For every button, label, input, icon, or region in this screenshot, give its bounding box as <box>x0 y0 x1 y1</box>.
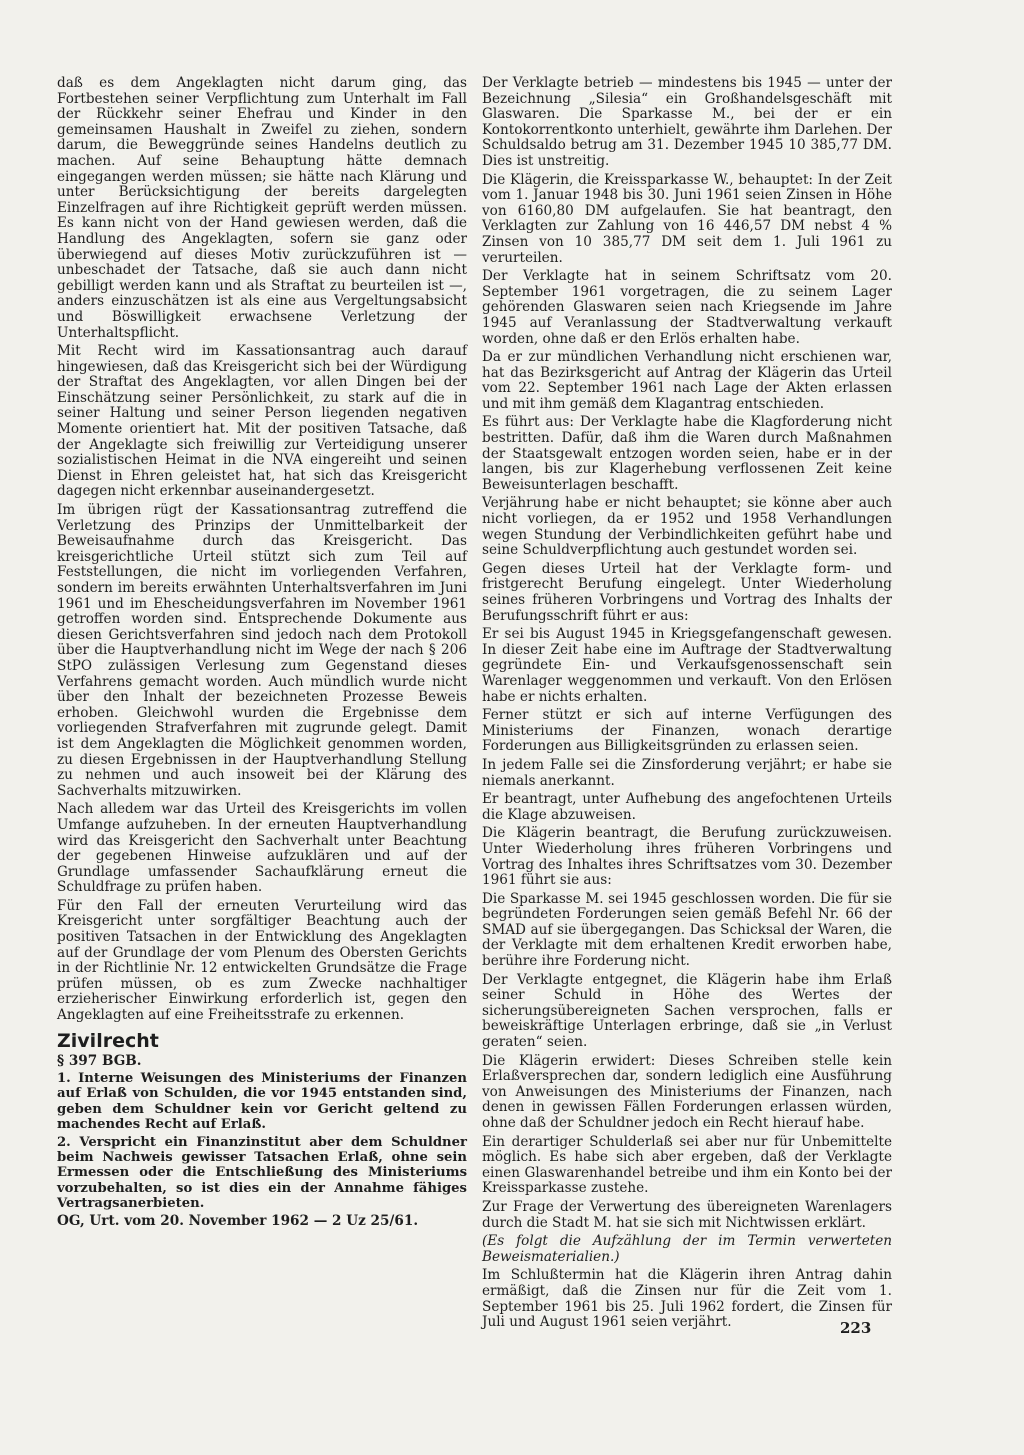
body-paragraph: Gegen dieses Urteil hat der Verklagte form- und fristgerecht Berufung eingelegt. Unter Wiederholung seines früheren Vorbringens und Vortrag des Inhalts der Berufungsschrift führt er aus: <box>482 560 892 624</box>
court-reference: OG, Urt. vom 20. November 1962 — 2 Uz 25/61. <box>57 1213 419 1230</box>
body-paragraph: Ein derartiger Schulderlaß sei aber nur für Unbemittelte möglich. Es habe sich aber ergeben, daß der Verklagte einen Glaswarenhandel betreibe und ihm ein Konto bei der Kreissparkasse zustehe. <box>482 1133 892 1197</box>
body-paragraph: Ferner stützt er sich auf interne Verfügungen des Ministeriums der Finanzen, wonach derartige Forderungen aus Billigkeitsgründen zu erlassen seien. <box>482 707 892 755</box>
right-column <box>482 76 892 1334</box>
body-paragraph: Da er zur mündlichen Verhandlung nicht erschienen war, hat das Bezirksgericht auf Antrag der Klägerin das Urteil vom 22. September 1961 nach Lage der Akten erlassen und mit ihm gemäß dem Klagantrag entschieden. <box>482 349 892 412</box>
body-paragraph: Er beantragt, unter Aufhebung des angefochtenen Urteils die Klage abzuweisen. <box>482 791 892 823</box>
body-paragraph: Im Schlußtermin hat die Klägerin ihren Antrag dahin ermäßigt, daß die Zinsen nur für die Zeit vom 1. September 1961 bis 25. Juli 1962 fordert, die Zinsen für Juli und August 1961 seien verjährt. <box>482 1267 892 1331</box>
body-paragraph: Verjährung habe er nicht behauptet; sie könne aber auch nicht vorliegen, da er 1952 und 1958 Verhandlungen wegen Stundung der Verbindlichkeiten geführt habe und seine Schuldverpflichtung auch gestundet worden sei. <box>482 495 892 559</box>
body-paragraph: Der Verklagte hat in seinem Schriftsatz vom 20. September 1961 vorgetragen, die zu seinem Lager gehörenden Glaswaren seien nach Kriegsende im Jahre 1945 auf Veranlassung der Stadtverwaltung verkauft worden, ohne daß er den Erlös erhalten habe. <box>482 268 892 347</box>
body-paragraph: Für den Fall der erneuten Verurteilung wird das Kreisgericht unter sorgfältiger Beachtung auch der positiven Tatsachen in der Entwicklung des Angeklagten auf der Grundlage der vom Plenum des Obersten Gerichts in der Richtlinie Nr. 12 entwickelten Grundsätze die Frage prüfen müssen, ob es zum Zwecke nachhaltiger erzieherischer Einwirkung erforderlich ist, gegen den Angeklagten auf eine Freiheitsstrafe zu erkennen. <box>57 897 467 1024</box>
body-paragraph: Der Verklagte betrieb — mindestens bis 1945 — unter der Bezeichnung „Silesia“ ein Großhandelsgeschäft mit Glaswaren. Die Sparkasse M., bei der er ein Kontokorrentkonto unterhielt, gewährte ihm Darlehen. Der Schuldsaldo betrug am 31. Dezember 1945 10 385,77 DM. Dies ist unstreitig. <box>482 75 892 169</box>
leitsatz-2: 2. Verspricht ein Finanzinstitut aber dem Schuldner beim Nachweis gewisser Tatsachen Erlaß, ohne sein Ermessen oder die Entschließung des Ministeriums vorzubehalten, so ist dies ein der Annahme fähiges Vertragsanerbieten. <box>57 1135 467 1211</box>
leitsatz-1: 1. Interne Weisungen des Ministeriums der Finanzen auf Erlaß von Schulden, die vor 1945 entstanden sind, geben dem Schuldner kein vor Gericht geltend zu machendes Recht auf Erlaß. <box>57 1071 467 1132</box>
section-heading: Zivilrecht <box>57 1029 159 1052</box>
body-paragraph: Mit Recht wird im Kassationsantrag auch darauf hingewiesen, daß das Kreisgericht sich bei der Würdigung der Straftat des Angeklagten, vor allen Dingen bei der Einschätzung seiner Persönlichkeit, zu stark auf die in seiner Haltung und seiner Person liegenden negativen Momente orientiert hat. Mit der positiven Tatsache, daß der Angeklagte sich freiwillig zur Verteidigung unserer sozialistischen Heimat in die NVA eingereiht und seinen Dienst in Ehren geleistet hat, hat sich das Kreisgericht dagegen nicht erkennbar auseinandergesetzt. <box>57 343 467 500</box>
body-paragraph: Zur Frage der Verwertung des übereigneten Warenlagers durch die Stadt M. hat sie sich mit Nichtwissen erklärt. <box>482 1198 892 1231</box>
body-paragraph: Die Sparkasse M. sei 1945 geschlossen worden. Die für sie begründeten Forderungen seien gemäß Befehl Nr. 66 der SMAD auf sie übergegangen. Das Schicksal der Waren, die der Verklagte mit dem erhaltenen Kredit erworben habe, berühre ihre Forderung nicht. <box>482 890 892 970</box>
body-paragraph: Es führt aus: Der Verklagte habe die Klagforderung nicht bestritten. Dafür, daß ihm die Waren durch Maßnahmen der Staatsgewalt entzogen worden seien, habe er in der langen, bis zur Klagerhebung verflossenen Zeit keine Beweisunterlagen beschafft. <box>482 414 892 493</box>
left-column <box>57 76 467 1233</box>
body-paragraph: Er sei bis August 1945 in Kriegsgefangenschaft gewesen. In dieser Zeit habe eine im Auftrage der Stadtverwaltung gegründete Ein- und Verkaufsgenossenschaft sein Warenlager weggenommen und verkauft. Von den Erlösen habe er nichts erhalten. <box>482 626 892 705</box>
body-paragraph: Die Klägerin, die Kreissparkasse W., behauptet: In der Zeit vom 1. Januar 1948 bis 30. Juni 1961 seien Zinsen in Höhe von 6160,80 DM aufgelaufen. Sie hat beantragt, den Verklagten zur Zahlung von 16 446,57 DM nebst 4 % Zinsen von 10 385,77 DM seit dem 1. Juli 1961 zu verurteilen. <box>482 171 892 266</box>
body-paragraph: Die Klägerin erwidert: Dieses Schreiben stelle kein Erlaßversprechen dar, sondern lediglich eine Ausführung von Anweisungen des Ministeriums der Finanzen, nach denen in gewissen Fällen Forderungen erlassen würden, ohne daß der Schuldner jedoch ein Recht hierauf habe. <box>482 1052 892 1131</box>
body-paragraph: In jedem Falle sei die Zinsforderung verjährt; er habe sie niemals anerkannt. <box>482 756 892 789</box>
body-paragraph: Der Verklagte entgegnet, die Klägerin habe ihm Erlaß seiner Schuld in Höhe des Wertes der sicherungsübereigneten Sachen versprochen, falls er beweiskräftige Unterlagen erbringe, daß sie „in Verlust geraten“ seien. <box>482 971 892 1051</box>
page-number: 223 <box>840 1319 872 1337</box>
body-paragraph: Nach alledem war das Urteil des Kreisgerichts im vollen Umfange aufzuheben. In der erneuten Hauptverhandlung wird das Kreisgericht den Sachverhalt unter Beachtung der gegebenen Hinweise aufzuklären und auf der Grundlage umfassender Sachaufklärung erneut die Schuldfrage zu prüfen haben. <box>57 801 467 896</box>
body-paragraph: daß es dem Angeklagten nicht darum ging, das Fortbestehen seiner Verpflichtung zum Unterhalt im Fall der Rückkehr seiner Ehefrau und Kinder in den gemeinsamen Haushalt in Zweifel zu ziehen, sondern darum, die Beweggründe seines Handelns deutlich zu machen. Auf seine Behauptung hätte demnach eingegangen werden müssen; sie hätte nach Klärung und unter Berücksichtigung der bereits dargelegten Einzelfragen auf ihre Richtigkeit geprüft werden müssen. Es kann nicht von der Hand gewiesen werden, daß die Handlung des Angeklagten, sofern sie ganz oder überwiegend auf dieses Motiv zurückzuführen ist — unbeschadet der Tatsache, daß sie auch dann nicht gebilligt werden kann und als Straftat zu beurteilen ist —, anders einzuschätzen ist als eine aus Vergeltungsabsicht und Böswilligkeit erwachsene Verletzung der Unterhaltspflicht. <box>57 75 467 341</box>
editorial-note: (Es folgt die Aufzählung der im Termin verwerteten Beweismaterialien.) <box>482 1233 892 1265</box>
body-paragraph: Die Klägerin beantragt, die Berufung zurückzuweisen. Unter Wiederholung ihres früheren Vorbringens und Vortrag des Inhaltes ihres Schriftsatzes vom 30. Dezember 1961 führt sie aus: <box>482 825 892 889</box>
legal-norm: § 397 BGB. <box>57 1052 142 1069</box>
body-paragraph: Im übrigen rügt der Kassationsantrag zutreffend die Verletzung des Prinzips der Unmittelbarkeit der Beweisaufnahme durch das Kreisgericht. Das kreisgerichtliche Urteil stützt sich zum Teil auf Feststellungen, die nicht im vorliegenden Verfahren, sondern im bereits erwähnten Unterhaltsverfahren im Juni 1961 und im Ehescheidungsverfahren im November 1961 getroffen worden sind. Entsprechende Dokumente aus diesen Gerichtsverfahren sind jedoch nach dem Protokoll über die Hauptverhandlung nicht im Wege der nach § 206 StPO zulässigen Verlesung zum Gegenstand dieses Verfahrens gemacht worden. Auch mündlich wurde nicht über den Inhalt der bezeichneten Prozesse Beweis erhoben. Gleichwohl wurden die Ergebnisse dem vorliegenden Strafverfahren mit zugrunde gelegt. Damit ist dem Angeklagten die Möglichkeit genommen worden, zu diesen Ergebnissen in der Hauptverhandlung Stellung zu nehmen und auch insoweit bei der Klärung des Sachverhalts mitzuwirken. <box>57 502 467 799</box>
